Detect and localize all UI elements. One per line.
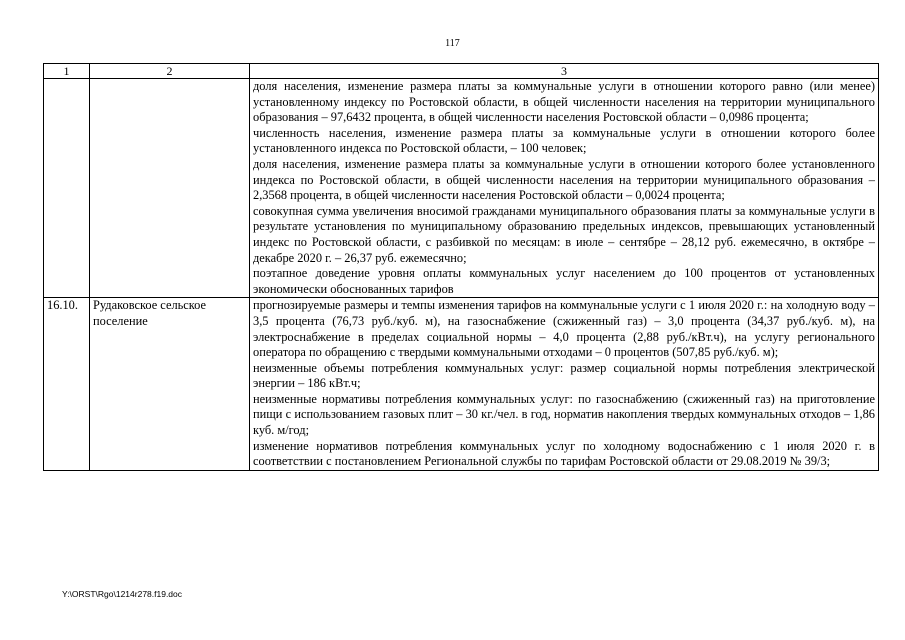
paragraph: поэтапное доведение уровня оплаты коммунальных услуг населением до 100 процентов от установленных экономически обоснованных тарифов <box>253 266 875 296</box>
header-col-1: 1 <box>44 64 90 79</box>
page-number: 117 <box>445 38 460 49</box>
paragraph: прогнозируемые размеры и темпы изменения тарифов на коммунальные услуги с 1 июля 2020 г.: на холодную воду – 3,5 процента (76,73 руб./куб. м), на газоснабжение (сжиженный газ) – 3,0 процента (34,37 руб./куб. м), на электроснабжение в пределах социальной нормы – 4,0 процента (2,88 руб./кВт.ч), на услугу регионального оператора по обращению с твердыми коммунальными отходами – 0 процентов (507,85 руб./куб. м); <box>253 298 875 360</box>
header-col-2: 2 <box>90 64 250 79</box>
paragraph: изменение нормативов потребления коммунальных услуг по холодному водоснабжению с 1 июля 2020 г. в соответствии с постановлением Региональной службы по тарифам Ростовской области от 29.08.2019 № 39/3; <box>253 438 875 469</box>
document-table <box>43 63 879 471</box>
table-row <box>44 298 879 471</box>
header-col-3: 3 <box>250 64 879 79</box>
table-header-row <box>44 64 879 79</box>
file-path-footer: Y:\ORST\Rgo\1214r278.f19.doc <box>62 589 183 599</box>
paragraph: совокупная сумма увеличения вносимой гражданами муниципального образования платы за коммунальные услуги в результате установления по муниципальному образованию предельных индексов, превышающих установленный индекс по Ростовской области, с разбивкой по месяцам: в июле – сентябре – 28,12 руб. ежемесячно, в октябре – декабре 2020 г. – 26,37 руб. ежемесячно; <box>253 203 875 265</box>
paragraph: доля населения, изменение размера платы за коммунальные услуги в отношении которого более установленного индекса по Ростовской области, в общей численности населения на территории муниципального образования – 2,3568 процента, в общей численности населения Ростовской области – 0,0024 процента; <box>253 156 875 203</box>
row-number: 16.10. <box>44 298 90 471</box>
row-content <box>250 298 879 471</box>
table-row <box>44 79 879 298</box>
paragraph: неизменные нормативы потребления коммунальных услуг: по газоснабжению (сжиженный газ) на приготовление пищи с использованием газовых плит – 30 кг./чел. в год, норматив накопления твердых коммунальных отходов – 1,86 куб. м/год; <box>253 391 875 438</box>
paragraph: неизменные объемы потребления коммунальных услуг: размер социальной нормы потребления электрической энергии – 186 кВт.ч; <box>253 360 875 391</box>
row-municipality <box>90 79 250 298</box>
paragraph: численность населения, изменение размера платы за коммунальные услуги в отношении которого более установленного индекса по Ростовской области, – 100 человек; <box>253 125 875 156</box>
paragraph: доля населения, изменение размера платы за коммунальные услуги в отношении которого равно (или менее) установленному индексу по Ростовской области, в общей численности населения на территории муниципального образования – 97,6432 процента, в общей численности населения Ростовской области – 0,0986 процента; <box>253 79 875 125</box>
row-content <box>250 79 879 298</box>
row-number <box>44 79 90 298</box>
row-municipality: Рудаковское сельское поселение <box>90 298 250 471</box>
